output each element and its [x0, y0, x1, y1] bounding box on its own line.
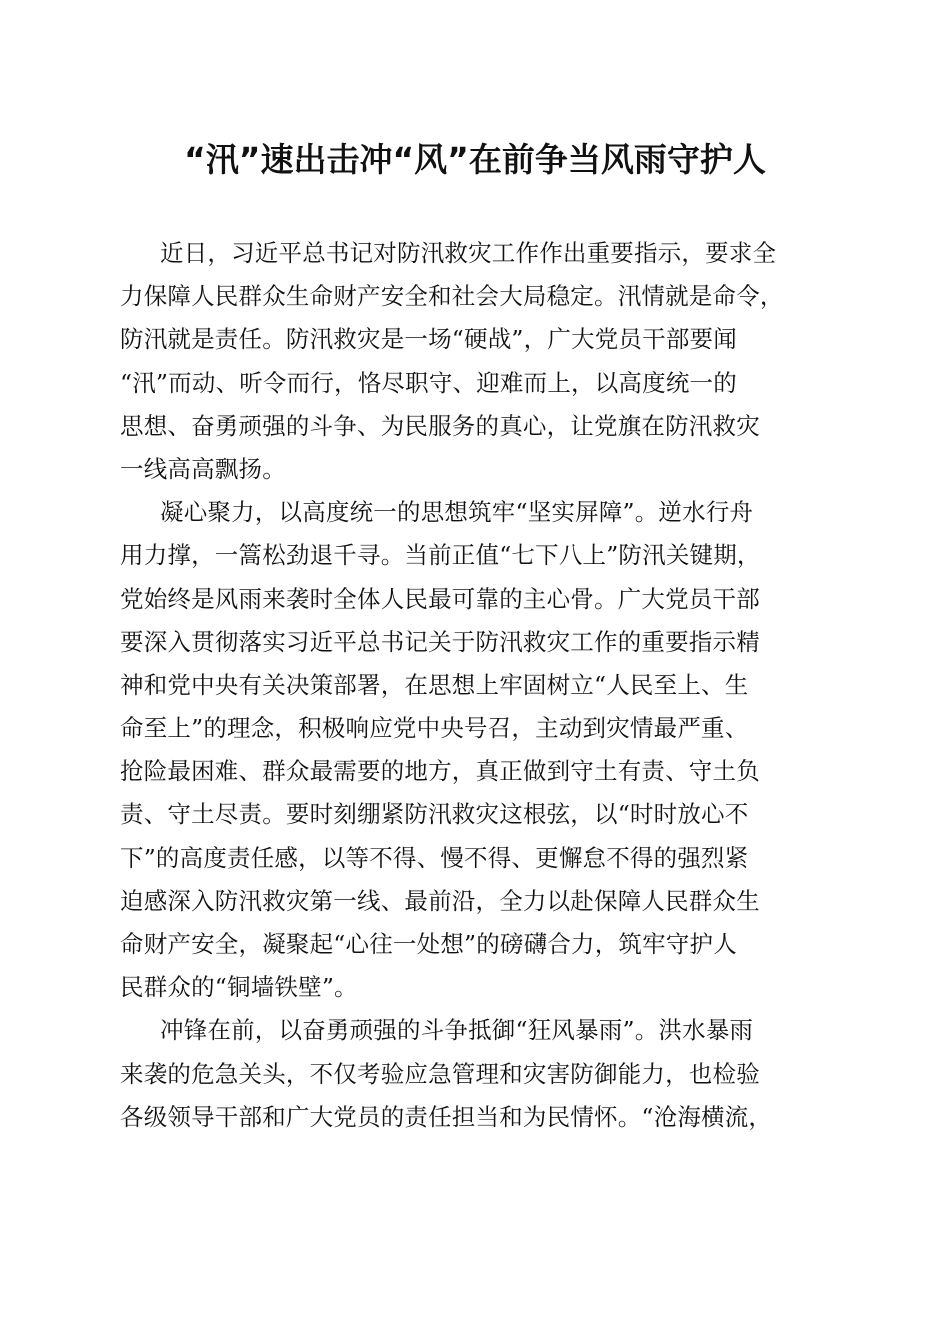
text-line: 防汛就是责任。防汛救灾是一场“硬战”，广大党员干部要闻	[120, 325, 737, 354]
text-line: 命财产安全，凝聚起“心往一处想”的磅礴合力，筑牢守护人	[120, 930, 737, 958]
text-line: 神和党中央有关决策部署，在思想上牢固树立“人民至上、生	[120, 670, 749, 699]
text-line: 冲锋在前，以奋勇顽强的斗争抵御“狂风暴雨”。洪水暴雨	[160, 1016, 754, 1045]
text-line: 凝心聚力，以高度统一的思想筑牢“坚实屏障”。逆水行舟	[160, 498, 754, 527]
text-line: “汛”而动、听令而行，恪尽职守、迎难而上，以高度统一的	[120, 368, 737, 397]
text-line: 迫感深入防汛救灾第一线、最前沿，全力以赴保障人民群众生	[120, 886, 760, 915]
text-line: 力保障人民群众生命财产安全和社会大局稳定。汛情就是命令，	[120, 282, 784, 311]
text-line: 党始终是风雨来袭时全体人民最可靠的主心骨。广大党员干部	[120, 584, 760, 613]
paragraph-1	[120, 232, 836, 491]
text-line: 责、守土尽责。要时刻绷紧防汛救灾这根弦，以“时时放心不	[120, 800, 749, 829]
text-line: 下”的高度责任感，以等不得、慢不得、更懈怠不得的强烈紧	[120, 843, 749, 872]
text-line: 要深入贯彻落实习近平总书记关于防汛救灾工作的重要指示精	[120, 627, 760, 656]
document-body	[120, 232, 836, 1139]
text-line: 抢险最困难、群众最需要的地方，真正做到守土有责、守土负	[120, 757, 760, 786]
text-line: 命至上”的理念，积极响应党中央号召，主动到灾情最严重、	[120, 714, 749, 743]
text-line: 用力撑，一篙松劲退千寻。当前正值“七下八上”防汛关键期，	[120, 541, 761, 570]
text-line: 来袭的危急关头，不仅考验应急管理和灾害防御能力，也检验	[120, 1059, 760, 1088]
text-line: 近日，习近平总书记对防汛救灾工作作出重要指示，要求全	[160, 239, 777, 267]
paragraph-3	[120, 1009, 836, 1139]
text-line: 民群众的“铜墙铁壁”。	[120, 973, 358, 1002]
text-line: 一线高高飘扬。	[120, 454, 286, 483]
paragraph-2	[120, 491, 836, 1009]
text-line: 各级领导干部和广大党员的责任担当和为民情怀。“沧海横流，	[120, 1102, 773, 1131]
document-title: “汛”速出击冲“风”在前争当风雨守护人	[184, 140, 766, 179]
text-line: 思想、奋勇顽强的斗争、为民服务的真心，让党旗在防汛救灾	[120, 411, 760, 440]
